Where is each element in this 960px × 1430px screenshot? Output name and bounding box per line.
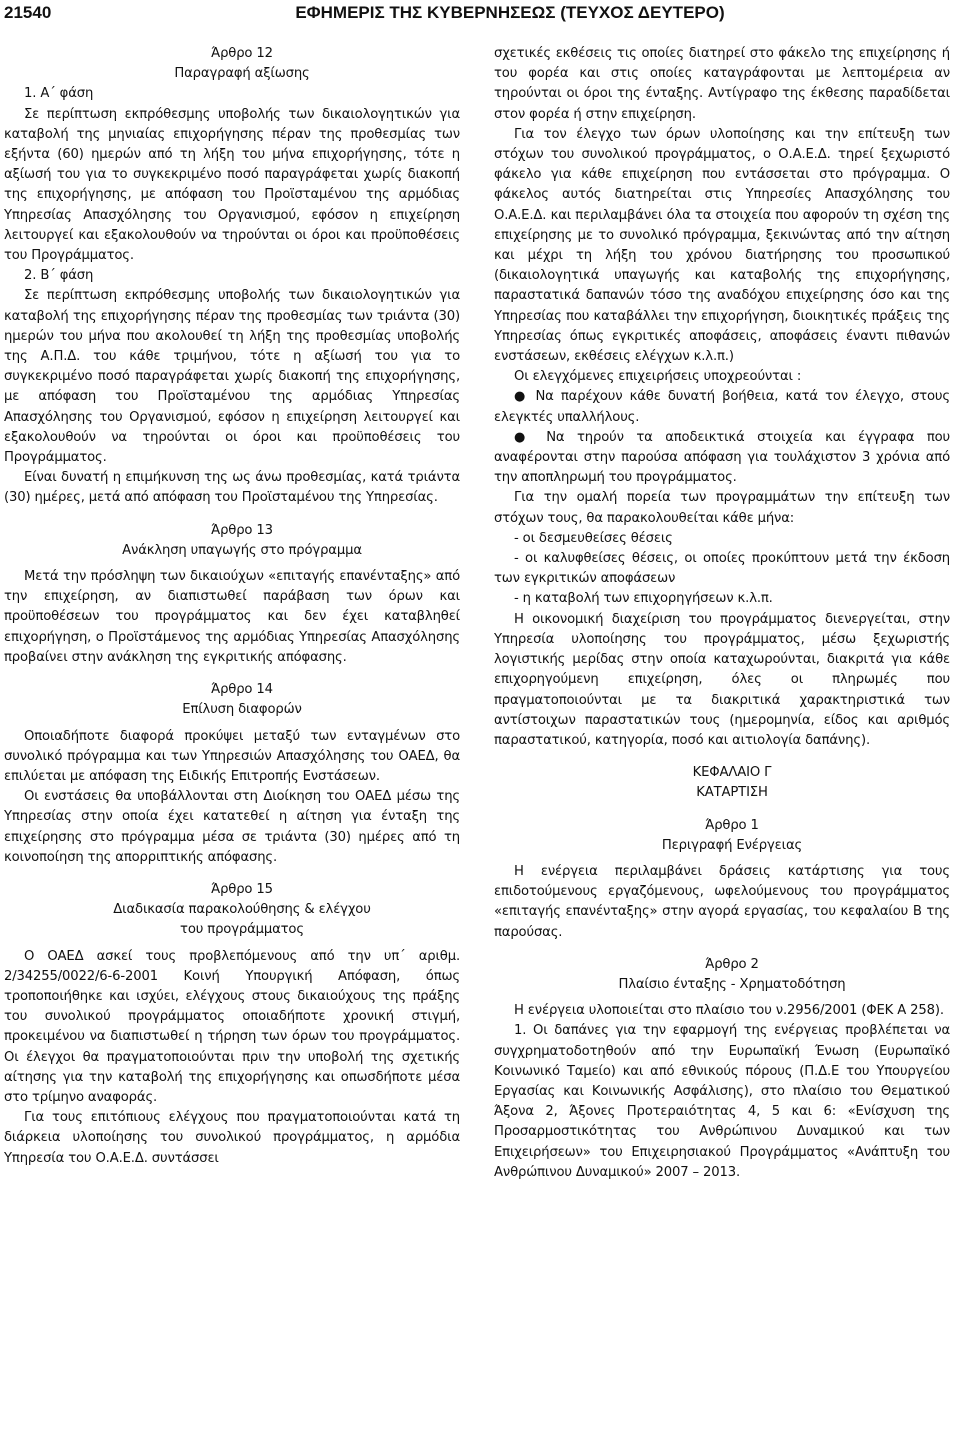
bullet-item-2-text: Να τηρούν τα αποδεικτικά στοιχεία και έγγραφα που αναφέρονται στην παρούσα απόφαση για τουλάχιστον 3 χρόνια από την αποπληρωμή του προγράμματος.	[494, 429, 950, 486]
right-column	[494, 44, 950, 1424]
article-15-paragraph-2: Για τους επιτόπιους ελέγχους που πραγματοποιούνται κατά τη διάρκεια υλοποίησης του συνολικού προγράμματος, η αρμόδια Υπηρεσία του Ο.Α.Ε.Δ. συντάσσει	[4, 1110, 460, 1166]
chapter-title: ΚΑΤΑΡΤΙΣΗ	[696, 785, 768, 801]
article-1-subtitle: Περιγραφή Ενέργειας	[661, 837, 803, 853]
journal-title: ΕΦΗΜΕΡΙΣ ΤΗΣ ΚΥΒΕΡΝΗΣΕΩΣ (ΤΕΥΧΟΣ ΔΕΥΤΕΡΟ)	[295, 3, 725, 22]
dash-item-2: - οι καλυφθείσες θέσεις, οι οποίες προκύπτουν μετά την έκδοση των εγκριτικών αποφάσεων	[494, 551, 950, 587]
bullet-icon: ●	[514, 389, 529, 405]
bullet-item-1	[494, 387, 950, 427]
article-15-subtitle-2: του προγράμματος	[180, 922, 304, 938]
article-13-paragraph: Μετά την πρόσληψη των δικαιούχων «επιταγής επανένταξης» από την επιχείρηση, αν διαπιστωθεί παράβαση των όρων και προϋποθέσεων του προγράμματος και δεν έχει καταβληθεί επιχορήγηση, ο Προϊστάμενος της αρμόδιας Υπηρεσίας Απασχόλησης προβαίνει στην ανάκληση της εγκριτικής απόφασης.	[4, 569, 460, 665]
financial-management-paragraph: Η οικονομική διαχείριση του προγράμματος διενεργείται, στην Υπηρεσία υλοποίησης του προγράμματος, μέσω ξεχωριστής λογιστικής μερίδας στην οποία καταχωρούνται, διακριτά για κάθε επιχορηγούμενη επιχείρηση, όλες οι πληρωμές που πραγματοποιούνται με τα διακριτικά χαρακτηριστικά των αντίστοιχων παραστατικών τους (ημερομηνία, είδος και αριθμός παραστατικού, κατηγορία, ποσό και αιτιολογία δαπάνης).	[494, 611, 950, 748]
article-15-subtitle-1: Διαδικασία παρακολούθησης & ελέγχου	[113, 902, 371, 918]
article-14-paragraph-2: Οι ενστάσεις θα υποβάλλονται στη Διοίκηση του ΟΑΕΔ μέσω της Υπηρεσίας στην οποία έχει κατατεθεί η αίτηση για ένταξη της επιχείρησης στο πρόγραμμα μέσα σε τριάντα (30) ημέρες από τη κοινοποίηση της απορριπτικής απόφασης.	[4, 789, 460, 865]
article-14-subtitle: Επίλυση διαφορών	[182, 702, 302, 718]
reports-paragraph: σχετικές εκθέσεις τις οποίες διατηρεί στο φάκελο της επιχείρησης ή του φορέα και στις οποίες καταγράφονται με λεπτομέρεια αν τηρούνται οι όροι της ένταξης. Αντίγραφο της έκθεσης παραδίδεται στον φορέα ή στην επιχείρηση.	[494, 46, 950, 122]
article-1-title: Άρθρο 1	[705, 817, 759, 833]
obligations-intro: Οι ελεγχόμενες επιχειρήσεις υποχρεούνται :	[514, 369, 802, 385]
left-column	[4, 44, 460, 1424]
dash-item-3: - η καταβολή των επιχορηγήσεων κ.λ.π.	[514, 591, 773, 607]
bullet-icon: ●	[514, 429, 534, 445]
article-14-title: Άρθρο 14	[211, 682, 273, 698]
article-14-paragraph-1: Οποιαδήποτε διαφορά προκύψει μεταξύ των ενταγμένων στο συνολικό πρόγραμμα και των Υπηρεσιών Απασχόλησης του ΟΑΕΔ, θα επιλύεται με απόφαση της Ειδικής Επιτροπής Ενστάσεων.	[4, 728, 460, 784]
article-15-title: Άρθρο 15	[211, 881, 273, 897]
page-header	[0, 0, 960, 36]
article-12-subtitle: Παραγραφή αξίωσης	[174, 66, 310, 82]
bullet-item-2	[494, 428, 950, 489]
file-paragraph: Για τον έλεγχο των όρων υλοποίησης και την επίτευξη των στόχων του συνολικού προγράμματος, ο Ο.Α.Ε.Δ. τηρεί ξεχωριστό φάκελο για κάθε επιχείρηση που εντάσσεται στο πρόγραμμα. Ο φάκελος αυτός διατηρείται στις Υπηρεσίες Απασχόλησης του Ο.Α.Ε.Δ. και περιλαμβάνει όλα τα στοιχεία που αφορούν τη σχέση της επιχείρησης με το συνολικό πρόγραμμα, ξεκινώντας από την αίτηση και μέχρι τη λήξη του χρόνου διατήρησης του προσωπικού (δικαιολογητικά υπαγωγής και καταβολής της επιχορήγησης, παραστατικά δαπανών τόσο της αναδόχου επιχείρησης όσο και της Υπηρεσίας που καταβάλλει την επιχορήγηση, διοικητικές πράξεις της Υπηρεσίας όπως εγκριτικές αποφάσεις, αποφάσεις έναντι πιθανών ενστάσεων, εκθέσεις ελέγχων κ.λ.π.)	[494, 126, 950, 365]
monitoring-intro: Για την ομαλή πορεία των προγραμμάτων την επίτευξη των στόχων τους, θα παρακολουθείται κάθε μήνα:	[494, 490, 950, 526]
article-12-title: Άρθρο 12	[211, 46, 273, 61]
article-1-paragraph: Η ενέργεια περιλαμβάνει δράσεις κατάρτισης για τους επιδοτούμενους εργαζόμενους, ωφελούμενους του προγράμματος «επιταγής επανένταξης» στην αγορά εργασίας, του κεφαλαίου Β της παρούσας.	[494, 863, 950, 940]
article-2-subtitle: Πλαίσιο ένταξης - Χρηματοδότηση	[618, 976, 846, 992]
phase-a-paragraph: Σε περίπτωση εκπρόθεσμης υποβολής των δικαιολογητικών για καταβολή της μηνιαίας επιχορήγησης πέραν της προθεσμίας των εξήντα (60) ημερών από τη λήξη του μήνα επιχορήγησης, τότε η αξίωσή του για το συγκεκριμένο ποσό παραγράφεται χωρίς διακοπή της επιχορήγησης, με απόφαση του Προϊσταμένου της αρμόδιας Υπηρεσίας Απασχόλησης του Οργανισμού, εφόσον η επιχείρηση λειτουργεί και εξακολουθούν να τηρούνται οι όροι και προϋποθέσεις του Προγράμματος.	[4, 106, 460, 264]
article-15-paragraph-1: Ο ΟΑΕΔ ασκεί τους προβλεπόμενους από την υπ΄ αριθμ. 2/34255/0022/6-6-2001 Κοινή Υπουργική Απόφαση, όπως τροποποιήθηκε και ισχύει, ελέγχους στους δικαιούχους της πράξης του συνολικού προγράμματος οποιαδήποτε χρονική στιγμή, προκειμένου να διαπιστωθεί η τήρηση των όρων του προγράμματος. Οι έλεγχοι θα πραγματοποιούνται πριν την υποβολή της σχετικής αίτησης για την καταβολή της επιχορήγησης και οπωσδήποτε μέσα στο τρίμηνο αναφοράς.	[4, 948, 460, 1105]
page-number: 21540	[4, 3, 52, 22]
phase-b-heading: 2. Β΄ φάση	[24, 268, 94, 284]
phase-b-paragraph: Σε περίπτωση εκπρόθεσμης υποβολής των δικαιολογητικών για καταβολή της επιχορήγησης πέραν της προθεσμίας των τριάντα (30) ημερών του μήνα που ακολουθεί τη λήξη της προθεσμίας υποβολής της Α.Π.Δ. του κάθε τριμήνου, τότε η αξίωσή του για το συγκεκριμένο ποσό παραγράφεται χωρίς διακοπή της επιχορήγησης, με απόφαση του Προϊσταμένου της αρμόδιας Υπηρεσίας Απασχόλησης του Οργανισμού, εφόσον η επιχείρηση λειτουργεί και εξακολουθούν να τηρούνται οι όροι και προϋποθέσεις του Προγράμματος.	[4, 288, 460, 466]
article-2-paragraph-1: Η ενέργεια υλοποιείται στο πλαίσιο του ν.2956/2001 (ΦΕΚ Α 258).	[514, 1003, 944, 1019]
article-2-paragraph-2: 1. Οι δαπάνες για την εφαρμογή της ενέργειας προβλέπεται να συγχρηματοδοτηθούν από την Ευρωπαϊκή Ένωση (Ευρωπαϊκό Κοινωνικό Ταμείο) και από εθνικούς πόρους (Π.Δ.Ε του Υπουργείου Εργασίας και Κοινωνικής Ασφάλισης), στο πλαίσιο του Θεματικού Άξονα 2, Άξονες Προτεραιότητας 4, 5 και 6: «Ενίσχυση της Προσαρμοστικότητας του Ανθρώπινου Δυναμικού και των Επιχειρήσεων» του Επιχειρησιακού Προγράμματος «Ανάπτυξη του Ανθρώπινου Δυναμικού» 2007 – 2013.	[494, 1023, 950, 1180]
article-13-subtitle: Ανάκληση υπαγωγής στο πρόγραμμα	[122, 542, 362, 558]
bullet-item-1-text: Να παρέχουν κάθε δυνατή βοήθεια, κατά τον έλεγχο, στους ελεγκτές υπαλλήλους.	[494, 389, 950, 425]
dash-item-1: - οι δεσμευθείσες θέσεις	[514, 530, 673, 546]
article-2-title: Άρθρο 2	[705, 956, 759, 972]
article-13-title: Άρθρο 13	[211, 522, 273, 538]
chapter-label: ΚΕΦΑΛΑΙΟ Γ	[692, 765, 772, 781]
phase-a-heading: 1. Α΄ φάση	[24, 86, 94, 102]
extension-paragraph: Είναι δυνατή η επιμήκυνση της ως άνω προθεσμίας, κατά τριάντα (30) ημέρες, μετά από απόφαση του Προϊσταμένου της Υπηρεσίας.	[4, 470, 460, 506]
